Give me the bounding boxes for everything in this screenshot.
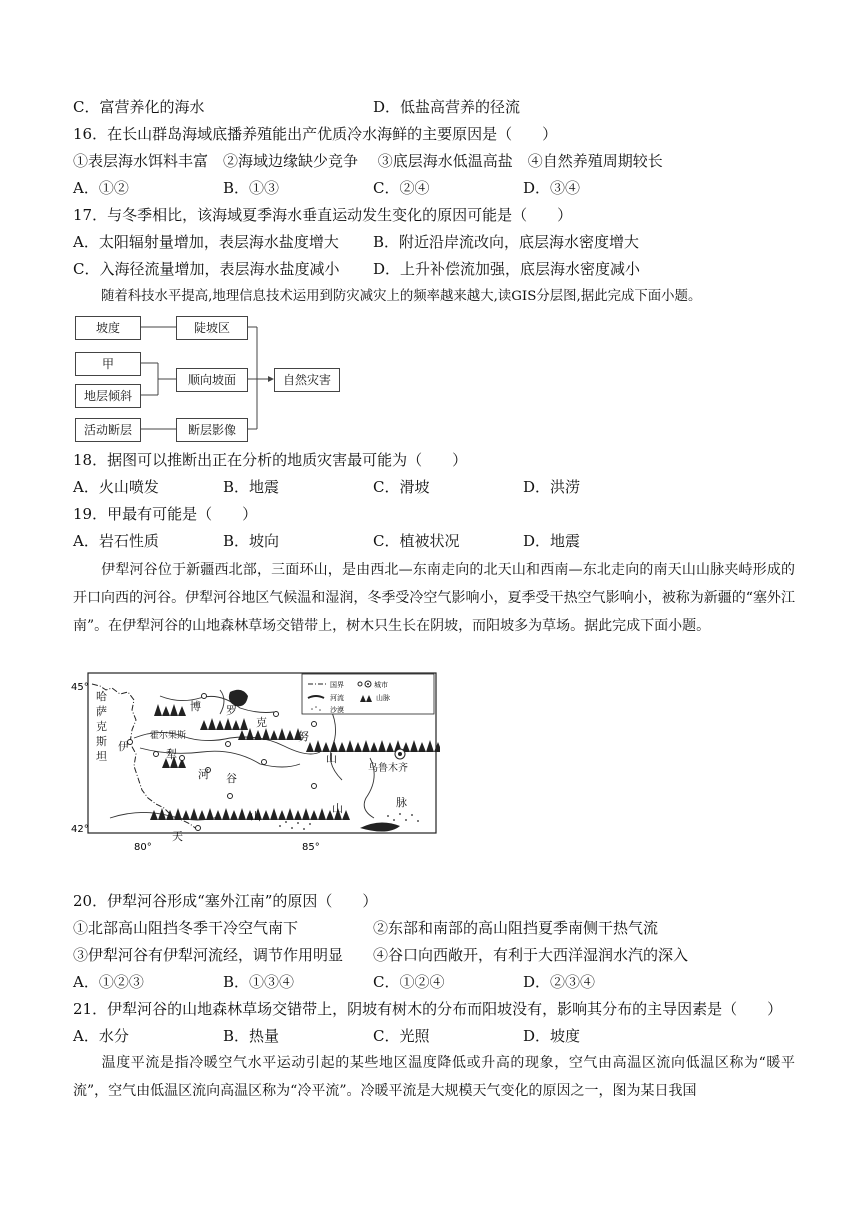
label-kaz-3: 克 bbox=[96, 720, 107, 733]
q16-option-b: B．①③ bbox=[223, 179, 280, 197]
label-huocheng: 霍尔果斯 bbox=[150, 731, 187, 741]
flow-box-jia: 甲 bbox=[75, 352, 141, 376]
q15-option-d: D．低盐高营养的径流 bbox=[373, 98, 521, 116]
flow-box-dip: 顺向坡面 bbox=[176, 368, 248, 392]
q21-option-a: A．水分 bbox=[73, 1027, 129, 1045]
label-li: 犁 bbox=[166, 748, 177, 761]
map-legend bbox=[302, 674, 434, 714]
label-gu: 谷 bbox=[226, 772, 237, 785]
q21-stem: 21．伊犁河谷的山地森林草场交错带上，阴坡有树木的分布而阳坡没有，影响其分布的主导因素是（ ） bbox=[73, 1000, 783, 1018]
temp-advection-intro: 温度平流是指冷暖空气水平运动引起的某些地区温度降低或升高的现象，空气由高温区流向低温区称为“暖平流”，空气由低温区流向高温区称为“冷平流”。冷暖平流是大规模天气变化的原因之一，图为某日我国 bbox=[73, 1055, 795, 1099]
lat-45-label: 45° bbox=[71, 682, 89, 693]
q17-stem: 17．与冬季相比，该海域夏季海水垂直运动发生变化的原因可能是（ ） bbox=[73, 206, 573, 224]
q19-option-d: D．地震 bbox=[523, 532, 581, 550]
q19-stem: 19．甲最有可能是（ ） bbox=[73, 505, 258, 523]
q16-option-a: A．①② bbox=[73, 179, 129, 197]
flow-box-disaster: 自然灾害 bbox=[274, 368, 340, 392]
label-mai: 脉 bbox=[396, 796, 407, 809]
q20-stem: 20．伊犁河谷形成“塞外江南”的原因（ ） bbox=[73, 892, 378, 910]
q18-option-d: D．洪涝 bbox=[523, 478, 581, 496]
q19-option-a: A．岩石性质 bbox=[73, 532, 159, 550]
label-luo: 罗 bbox=[226, 704, 237, 717]
q16-option-d: D．③④ bbox=[523, 179, 581, 197]
lon-80-label: 80° bbox=[134, 842, 152, 853]
label-shan-v2: 山 bbox=[332, 802, 343, 815]
lat-42-label: 42° bbox=[71, 824, 89, 835]
legend-desert: 沙漠 bbox=[330, 706, 344, 714]
q20-item-4: ④谷口向西敞开，有利于大西洋湿润水汽的深入 bbox=[373, 946, 689, 964]
q17-option-c: C．入海径流量增加，表层海水盐度减小 bbox=[73, 260, 340, 278]
q21-option-d: D．坡度 bbox=[523, 1027, 581, 1045]
q21-option-b: B．热量 bbox=[223, 1027, 280, 1045]
label-kaz-1: 哈 bbox=[96, 690, 107, 703]
q20-item-3: ③伊犁河谷有伊犁河流经，调节作用明显 bbox=[73, 946, 344, 964]
q20-option-a: A．①②③ bbox=[73, 973, 144, 991]
label-nu: 努 bbox=[298, 730, 309, 743]
gis-intro: 随着科技水平提高,地理信息技术运用到防灾减灾上的频率越来越大,读GIS分层图,据此完成下面小题。 bbox=[101, 289, 702, 304]
yili-intro: 伊犁河谷位于新疆西北部，三面环山，是由西北—东南走向的北天山和西南—东北走向的南天山山脉夹峙形成的开口向西的河谷。伊犁河谷地区气候温和湿润，冬季受冷空气影响小，夏季受干热空气影响小，被称为新疆的“塞外江南”。在伊犁河谷的山地森林草场交错带上，树木只生长在阴坡，而阳坡多为草场。据此完成下面小题。 bbox=[73, 562, 795, 634]
q17-option-b: B．附近沿岸流改向，底层海水密度增大 bbox=[373, 233, 640, 251]
q17-option-d: D．上升补偿流加强，底层海水密度减小 bbox=[373, 260, 641, 278]
q16-items: ①表层海水饵料丰富 ②海域边缘缺少竞争 ③底层海水低温高盐 ④自然养殖周期较长 bbox=[73, 152, 663, 170]
q21-option-c: C．光照 bbox=[373, 1027, 430, 1045]
label-he: 河 bbox=[198, 768, 209, 781]
q17-option-a: A．太阳辐射量增加，表层海水盐度增大 bbox=[73, 233, 339, 251]
label-ke: 克 bbox=[256, 716, 267, 729]
label-tian: 天 bbox=[172, 830, 183, 843]
legend-river: 河流 bbox=[330, 694, 344, 702]
flow-box-fault: 活动断层 bbox=[75, 418, 141, 442]
flow-box-fault-image: 断层影像 bbox=[176, 418, 248, 442]
label-shan-v1: 山 bbox=[326, 752, 337, 765]
legend-border: 国界 bbox=[330, 681, 344, 689]
urumqi-city-icon bbox=[395, 749, 405, 759]
q19-option-b: B．坡向 bbox=[223, 532, 280, 550]
q20-option-d: D．②③④ bbox=[523, 973, 596, 991]
q15-option-c: C．富营养化的海水 bbox=[73, 98, 205, 116]
label-yi: 伊 bbox=[118, 740, 129, 753]
label-kaz-2: 萨 bbox=[96, 705, 107, 718]
q16-option-c: C．②④ bbox=[373, 179, 430, 197]
q20-option-b: B．①③④ bbox=[223, 973, 295, 991]
legend-city: 城市 bbox=[374, 681, 388, 689]
label-kaz-4: 斯 bbox=[96, 735, 107, 748]
flow-box-steep: 陡坡区 bbox=[176, 316, 248, 340]
q16-stem: 16．在长山群岛海域底播养殖能出产优质冷水海鲜的主要原因是（ ） bbox=[73, 125, 558, 143]
label-kaz-5: 坦 bbox=[96, 750, 107, 763]
yili-valley-map bbox=[70, 668, 440, 870]
flow-box-strata: 地层倾斜 bbox=[75, 384, 141, 408]
lon-85-label: 85° bbox=[302, 842, 320, 853]
label-urumqi: 乌鲁木齐 bbox=[368, 763, 408, 774]
flow-box-slope: 坡度 bbox=[75, 316, 141, 340]
q18-option-a: A．火山喷发 bbox=[73, 478, 159, 496]
q18-stem: 18．据图可以推断出正在分析的地质灾害最可能为（ ） bbox=[73, 451, 468, 469]
q20-option-c: C．①②④ bbox=[373, 973, 445, 991]
q20-item-2: ②东部和南部的高山阻挡夏季南侧干热气流 bbox=[373, 919, 659, 937]
label-bo: 博 bbox=[190, 700, 201, 713]
legend-mountain: 山脉 bbox=[376, 694, 390, 702]
label-shan2: 山 bbox=[250, 810, 261, 823]
q19-option-c: C．植被状况 bbox=[373, 532, 460, 550]
q18-option-c: C．滑坡 bbox=[373, 478, 430, 496]
q20-item-1: ①北部高山阻挡冬季干冷空气南下 bbox=[73, 919, 299, 937]
q18-option-b: B．地震 bbox=[223, 478, 280, 496]
